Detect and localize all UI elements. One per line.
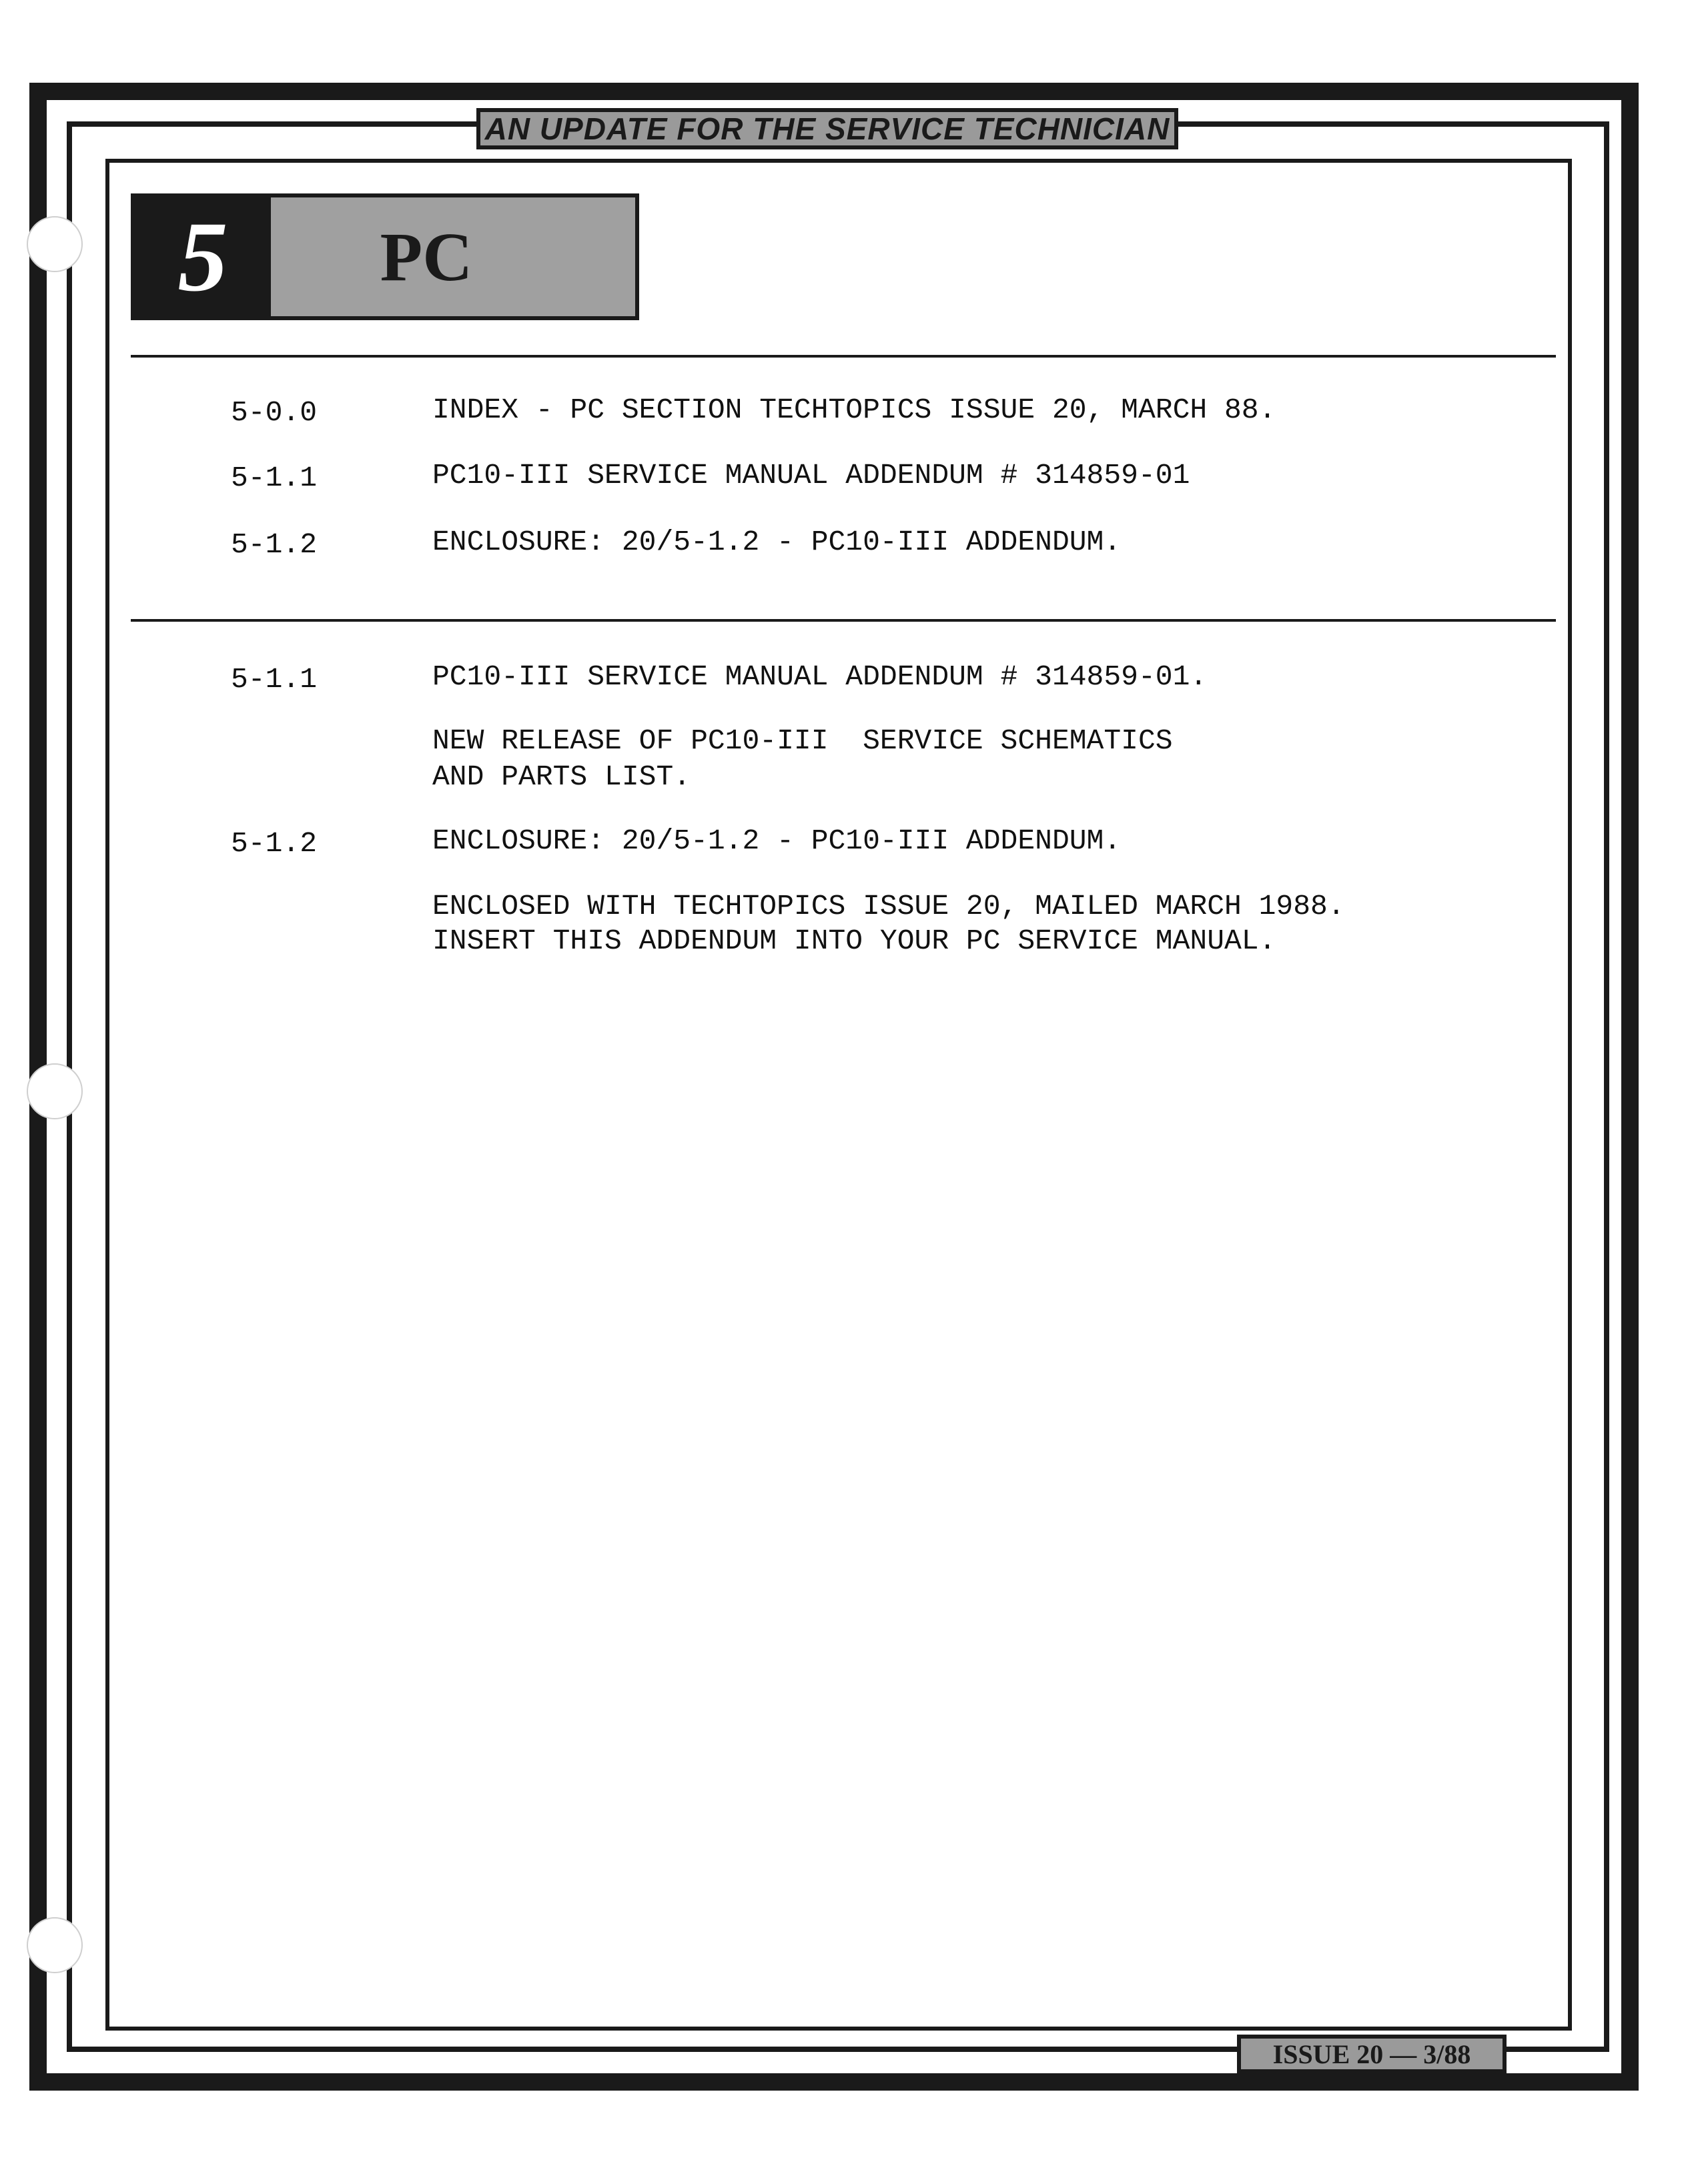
divider-middle <box>131 619 1556 622</box>
section-header <box>131 193 639 320</box>
entry-body-line: INSERT THIS ADDENDUM INTO YOUR PC SERVICE MANUAL. <box>432 925 1276 957</box>
divider-top <box>131 355 1556 358</box>
entry-heading: ENCLOSURE: 20/5-1.2 - PC10-III ADDENDUM. <box>432 825 1122 857</box>
entry-body-line: NEW RELEASE OF PC10-III SERVICE SCHEMATICS <box>432 724 1173 757</box>
index-text: ENCLOSURE: 20/5-1.2 - PC10-III ADDENDUM. <box>432 526 1122 558</box>
index-text: PC10-III SERVICE MANUAL ADDENDUM # 314859-01 <box>432 459 1190 492</box>
punch-hole-bottom <box>27 1917 83 1973</box>
header-banner <box>476 108 1178 149</box>
issue-text: ISSUE 20 — 3/88 <box>1272 2039 1471 2069</box>
entry-heading: PC10-III SERVICE MANUAL ADDENDUM # 314859-01. <box>432 660 1208 693</box>
index-code: 5-1.1 <box>231 462 318 494</box>
section-title: PC <box>271 197 635 316</box>
issue-badge <box>1237 2035 1507 2073</box>
banner-text: AN UPDATE FOR THE SERVICE TECHNICIAN <box>484 111 1170 146</box>
inner-border <box>105 159 1572 2031</box>
entry-code: 5-1.2 <box>231 827 318 860</box>
index-code: 5-1.2 <box>231 528 318 561</box>
entry-body-line: AND PARTS LIST. <box>432 760 691 793</box>
punch-hole-middle <box>27 1063 83 1119</box>
section-number: 5 <box>135 197 271 316</box>
entry-body-line: ENCLOSED WITH TECHTOPICS ISSUE 20, MAILED MARCH 1988. <box>432 890 1345 923</box>
punch-hole-top <box>27 216 83 272</box>
entry-code: 5-1.1 <box>231 663 318 696</box>
index-code: 5-0.0 <box>231 396 318 429</box>
index-text: INDEX - PC SECTION TECHTOPICS ISSUE 20, MARCH 88. <box>432 394 1276 426</box>
